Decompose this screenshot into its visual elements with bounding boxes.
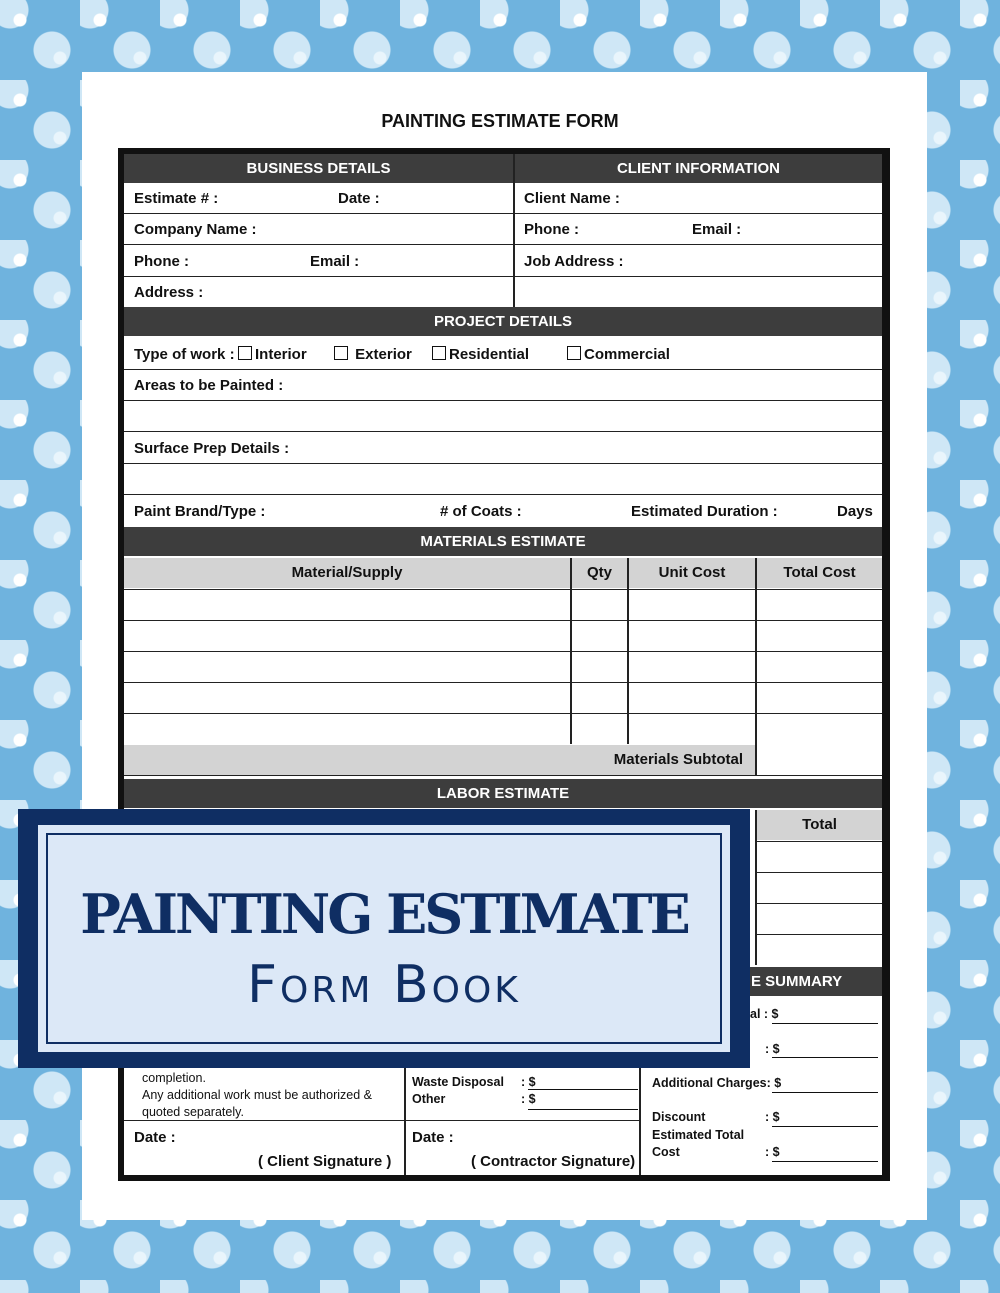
discount-value: : $ <box>765 1110 780 1124</box>
underline <box>528 1109 638 1110</box>
interior-option[interactable] <box>238 346 307 363</box>
residential-label: Residential <box>449 346 530 363</box>
column-line <box>755 558 757 776</box>
client-phone-label: Phone : <box>524 221 579 238</box>
terms-line: quoted separately. <box>142 1105 244 1119</box>
banner-title: PAINTING ESTIMATE <box>80 882 688 946</box>
labor-total-col-header: Total <box>757 810 882 840</box>
table-row <box>755 903 882 904</box>
commercial-label: Commercial <box>584 346 670 363</box>
exterior-checkbox[interactable] <box>334 346 348 360</box>
column-line <box>627 558 629 744</box>
underline <box>528 1089 638 1090</box>
row-line <box>124 400 882 401</box>
job-address-label: Job Address : <box>524 253 624 270</box>
duration-label: Estimated Duration : <box>631 503 778 520</box>
additional-charges-label: Additional Charges: $ <box>652 1076 782 1090</box>
table-row <box>124 620 882 621</box>
commercial-checkbox[interactable] <box>567 346 581 360</box>
form-title: PAINTING ESTIMATE FORM <box>381 111 619 131</box>
terms-line: completion. <box>142 1071 206 1085</box>
contractor-signature-label: ( Contractor Signature) <box>471 1153 636 1170</box>
total-cost-col-header: Total Cost <box>757 558 882 588</box>
coats-label: # of Coats : <box>440 503 522 520</box>
row-line <box>124 494 882 495</box>
client-name-label: Client Name : <box>524 190 620 207</box>
areas-label: Areas to be Painted : <box>134 377 284 394</box>
summary-subtotal: al : $ <box>750 1007 779 1021</box>
business-phone-label: Phone : <box>134 253 189 270</box>
interior-checkbox[interactable] <box>238 346 252 360</box>
table-row <box>124 713 882 714</box>
underline <box>772 1126 878 1127</box>
client-email-label: Email : <box>692 221 742 238</box>
exterior-option[interactable] <box>334 346 412 363</box>
materials-subtotal-label: Materials Subtotal <box>124 745 755 775</box>
days-label: Days <box>837 503 873 520</box>
table-row <box>124 589 882 590</box>
exterior-label: Exterior <box>355 346 412 363</box>
column-line <box>570 558 572 744</box>
table-row <box>755 841 882 842</box>
contractor-date-label: Date : <box>412 1129 454 1146</box>
other-label: Other <box>412 1092 446 1106</box>
column-line <box>639 1059 641 1175</box>
underline <box>772 1057 878 1058</box>
summary-header: E SUMMARY <box>639 967 882 996</box>
underline <box>772 1023 878 1024</box>
business-email-label: Email : <box>310 253 360 270</box>
row-line <box>124 431 882 432</box>
business-details-header: BUSINESS DETAILS <box>124 154 513 183</box>
divider <box>513 154 515 307</box>
project-details-header: PROJECT DETAILS <box>124 307 882 336</box>
terms-line: Any additional work must be authorized & <box>142 1088 372 1102</box>
cost-value: : $ <box>765 1145 780 1159</box>
table-row <box>124 651 882 652</box>
row-line <box>124 276 882 277</box>
summary-line-2: : $ <box>765 1042 780 1056</box>
residential-option[interactable] <box>432 346 529 363</box>
material-col-header: Material/Supply <box>124 558 570 588</box>
unit-cost-col-header: Unit Cost <box>629 558 755 588</box>
row-line <box>124 213 882 214</box>
labor-header: LABOR ESTIMATE <box>124 779 882 808</box>
cover-banner <box>18 809 750 1068</box>
waste-disposal-value: : $ <box>521 1075 536 1089</box>
company-name-label: Company Name : <box>134 221 257 238</box>
type-of-work-row <box>134 346 235 363</box>
estimated-total-label: Estimated Total <box>652 1128 745 1142</box>
address-label: Address : <box>134 284 204 301</box>
waste-disposal-label: Waste Disposal <box>412 1075 504 1089</box>
underline <box>772 1092 878 1093</box>
row-line <box>124 775 882 776</box>
row-line <box>124 463 882 464</box>
client-date-label: Date : <box>134 1129 176 1146</box>
row-line <box>124 369 882 370</box>
row-line <box>124 244 882 245</box>
column-line <box>404 1059 406 1175</box>
client-info-header: CLIENT INFORMATION <box>515 154 882 183</box>
underline <box>772 1161 878 1162</box>
banner-panel <box>37 824 731 1053</box>
commercial-option[interactable] <box>567 346 670 363</box>
column-line <box>755 810 757 965</box>
qty-col-header: Qty <box>572 558 627 588</box>
interior-label: Interior <box>255 346 307 363</box>
materials-header: MATERIALS ESTIMATE <box>124 527 882 556</box>
surface-prep-label: Surface Prep Details : <box>134 440 290 457</box>
other-value: : $ <box>521 1092 536 1106</box>
table-row <box>755 934 882 935</box>
client-signature-label: ( Client Signature ) <box>258 1153 392 1170</box>
paint-brand-label: Paint Brand/Type : <box>134 503 266 520</box>
table-row <box>755 872 882 873</box>
table-row <box>124 682 882 683</box>
row-line <box>124 1120 639 1121</box>
estimate-number-label: Estimate # : <box>134 190 219 207</box>
date-label: Date : <box>338 190 380 207</box>
cost-label: Cost <box>652 1145 680 1159</box>
banner-subtitle: Form Book <box>247 955 521 1015</box>
residential-checkbox[interactable] <box>432 346 446 360</box>
type-of-work-label: Type of work : <box>134 346 235 363</box>
discount-label: Discount <box>652 1110 706 1124</box>
